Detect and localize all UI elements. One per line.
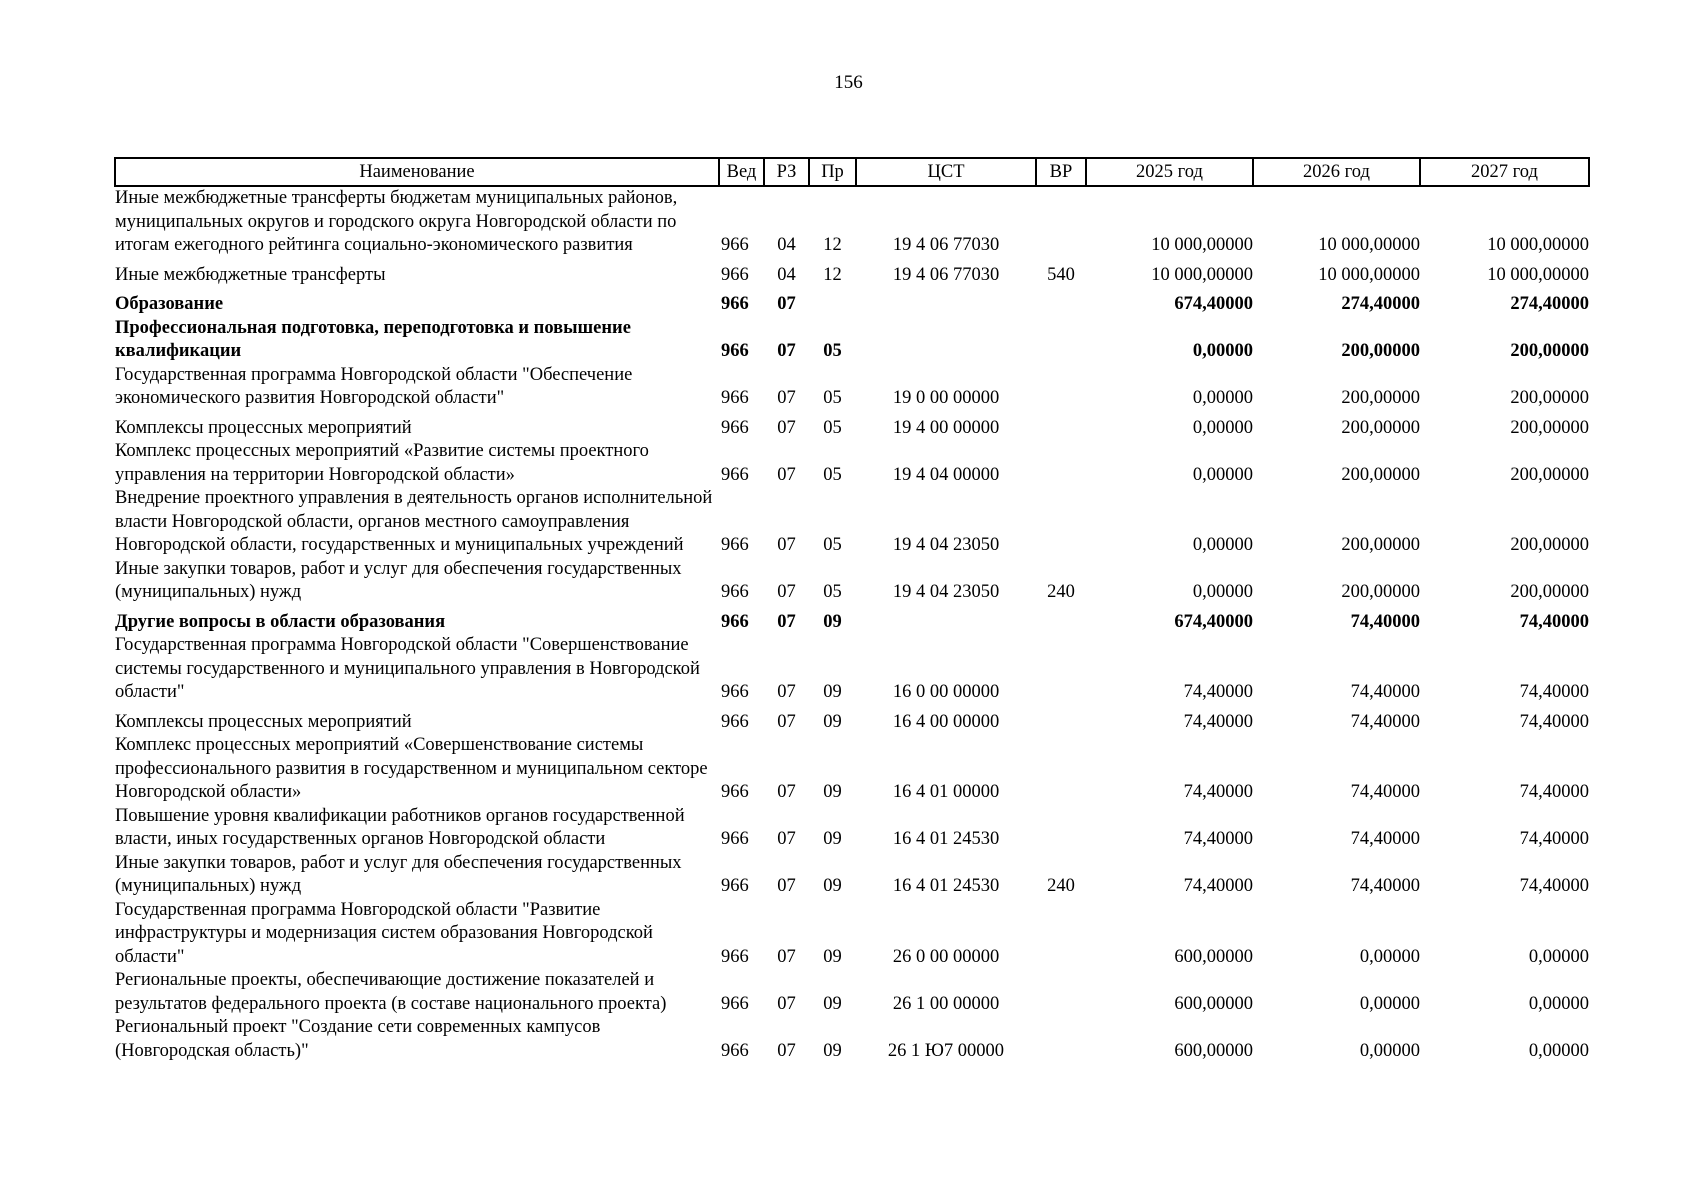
cell-2027: 10 000,00000 xyxy=(1487,264,1589,285)
cell-pr: 12 xyxy=(823,264,842,285)
cell-rz: 04 xyxy=(777,235,796,255)
cell-cst: 26 1 00 00000 xyxy=(892,993,1000,1014)
table-row xyxy=(115,705,1589,735)
cell-2027: 0,00000 xyxy=(1528,946,1589,967)
cell-name: Иные межбюджетные трансферты бюджетам муниципальных районов, муниципальных округов и городского округа Новгородской области по итогам ежегодного рейтинга социально-экономического развития xyxy=(115,188,678,255)
cell-vr xyxy=(1036,734,1086,805)
cell-cst: 16 4 01 00000 xyxy=(892,782,1000,802)
cell-rz: 07 xyxy=(777,782,796,802)
cell-2027: 200,00000 xyxy=(1510,388,1589,408)
cell-2025: 0,00000 xyxy=(1192,535,1253,555)
cell-2027: 0,00000 xyxy=(1528,1040,1589,1061)
table-row xyxy=(115,186,1589,258)
cell-vr: 540 xyxy=(1047,264,1075,285)
cell-ved: 966 xyxy=(721,782,749,802)
cell-rz: 04 xyxy=(777,264,796,285)
cell-name: Иные закупки товаров, работ и услуг для обеспечения государственных (муниципальных) нужд xyxy=(115,558,682,602)
cell-cst: 16 0 00 00000 xyxy=(892,682,1000,702)
cell-name: Образование xyxy=(115,294,224,314)
table-row xyxy=(115,487,1589,558)
cell-2025: 674,40000 xyxy=(1174,294,1253,314)
cell-pr: 05 xyxy=(823,341,842,361)
cell-2026: 74,40000 xyxy=(1350,782,1420,802)
cell-2026: 74,40000 xyxy=(1350,711,1420,732)
cell-rz: 07 xyxy=(777,582,796,602)
cell-vr xyxy=(1036,287,1086,317)
cell-2026: 200,00000 xyxy=(1341,341,1420,361)
cell-pr: 09 xyxy=(823,682,842,702)
cell-rz: 07 xyxy=(777,464,796,485)
cell-cst xyxy=(856,317,1036,364)
cell-ved: 966 xyxy=(721,711,749,732)
cell-name: Профессиональная подготовка, переподготовка и повышение квалификации xyxy=(115,317,631,361)
cell-name: Внедрение проектного управления в деятельность органов исполнительной власти Новгородской области, органов местного самоуправления Новгородской области, государственных и муниципальных учреждений xyxy=(115,488,713,555)
cell-2027: 10 000,00000 xyxy=(1487,235,1589,255)
header-cst: ЦСТ xyxy=(856,158,1036,186)
cell-vr: 240 xyxy=(1047,582,1075,602)
cell-cst: 19 4 00 00000 xyxy=(892,417,1000,438)
cell-pr: 05 xyxy=(823,582,842,602)
cell-rz: 07 xyxy=(777,341,796,361)
table-row xyxy=(115,734,1589,805)
cell-vr xyxy=(1036,411,1086,441)
header-pr: Пр xyxy=(809,158,856,186)
cell-2026: 10 000,00000 xyxy=(1318,264,1420,285)
cell-2025: 74,40000 xyxy=(1183,829,1253,849)
cell-ved: 966 xyxy=(721,417,749,438)
cell-2025: 10 000,00000 xyxy=(1151,235,1253,255)
table-row xyxy=(115,605,1589,635)
cell-2027: 74,40000 xyxy=(1519,682,1589,702)
cell-2027: 0,00000 xyxy=(1528,993,1589,1014)
cell-name: Иные закупки товаров, работ и услуг для обеспечения государственных (муниципальных) нужд xyxy=(115,852,682,896)
cell-rz: 07 xyxy=(777,876,796,896)
cell-2027: 200,00000 xyxy=(1510,582,1589,602)
header-2025: 2025 год xyxy=(1086,158,1253,186)
page-number: 156 xyxy=(834,72,863,93)
cell-name: Региональный проект "Создание сети современных кампусов (Новгородская область)" xyxy=(115,1017,601,1061)
cell-cst: 19 4 04 23050 xyxy=(892,582,1000,602)
table-row xyxy=(115,899,1589,970)
cell-vr xyxy=(1036,805,1086,852)
cell-name: Повышение уровня квалификации работников органов государственной власти, иных государственных органов Новгородской области xyxy=(115,805,685,849)
cell-rz: 07 xyxy=(777,993,796,1014)
cell-2026: 74,40000 xyxy=(1350,876,1420,896)
cell-2027: 74,40000 xyxy=(1519,611,1589,632)
cell-2027: 74,40000 xyxy=(1519,829,1589,849)
cell-pr: 09 xyxy=(823,876,842,896)
cell-2027: 200,00000 xyxy=(1510,464,1589,485)
table-row xyxy=(115,634,1589,705)
cell-2026: 200,00000 xyxy=(1341,388,1420,408)
cell-rz: 07 xyxy=(777,535,796,555)
cell-vr xyxy=(1036,899,1086,970)
table-row xyxy=(115,852,1589,899)
cell-cst xyxy=(856,605,1036,635)
table-row xyxy=(115,969,1589,1016)
cell-cst: 16 4 01 24530 xyxy=(892,876,1000,896)
cell-cst: 19 4 04 23050 xyxy=(892,535,1000,555)
cell-2027: 74,40000 xyxy=(1519,711,1589,732)
cell-cst: 19 4 06 77030 xyxy=(892,264,1000,285)
cell-2025: 600,00000 xyxy=(1174,946,1253,967)
cell-2026: 200,00000 xyxy=(1341,417,1420,438)
cell-pr: 09 xyxy=(823,829,842,849)
table-row xyxy=(115,411,1589,441)
table-row xyxy=(115,805,1589,852)
cell-name: Другие вопросы в области образования xyxy=(115,611,446,632)
cell-2025: 674,40000 xyxy=(1174,611,1253,632)
cell-ved: 966 xyxy=(721,341,749,361)
cell-2025: 10 000,00000 xyxy=(1151,264,1253,285)
cell-pr: 09 xyxy=(823,782,842,802)
cell-name: Иные межбюджетные трансферты xyxy=(115,264,386,285)
cell-cst: 26 0 00 00000 xyxy=(892,946,1000,967)
cell-vr: 240 xyxy=(1047,876,1075,896)
cell-name: Государственная программа Новгородской области "Развитие инфраструктуры и модернизация систем образования Новгородской области" xyxy=(115,899,653,967)
cell-ved: 966 xyxy=(721,946,749,967)
cell-ved: 966 xyxy=(721,682,749,702)
cell-2025: 0,00000 xyxy=(1192,464,1253,485)
table-row xyxy=(115,258,1589,288)
table-row xyxy=(115,364,1589,411)
cell-2025: 0,00000 xyxy=(1192,417,1253,438)
cell-cst: 19 4 04 00000 xyxy=(892,464,1000,485)
cell-ved: 966 xyxy=(721,235,749,255)
budget-table xyxy=(114,157,1590,1063)
header-ved: Вед xyxy=(719,158,764,186)
cell-cst: 19 0 00 00000 xyxy=(892,388,1000,408)
cell-pr: 09 xyxy=(823,711,842,732)
cell-vr xyxy=(1036,186,1086,258)
header-name: Наименование xyxy=(115,158,719,186)
cell-2026: 200,00000 xyxy=(1341,535,1420,555)
table-row xyxy=(115,287,1589,317)
cell-rz: 07 xyxy=(777,1040,796,1061)
cell-2026: 200,00000 xyxy=(1341,582,1420,602)
table-row xyxy=(115,1016,1589,1063)
cell-2027: 200,00000 xyxy=(1510,535,1589,555)
cell-2025: 74,40000 xyxy=(1183,782,1253,802)
cell-ved: 966 xyxy=(721,464,749,485)
cell-vr xyxy=(1036,1016,1086,1063)
cell-ved: 966 xyxy=(721,993,749,1014)
cell-ved: 966 xyxy=(721,876,749,896)
cell-pr: 05 xyxy=(823,388,842,408)
cell-rz: 07 xyxy=(777,611,796,632)
cell-2026: 0,00000 xyxy=(1359,946,1420,967)
cell-name: Комплекс процессных мероприятий «Развитие системы проектного управления на территории Новгородской области» xyxy=(115,441,649,485)
cell-pr: 12 xyxy=(823,235,842,255)
cell-cst: 16 4 01 24530 xyxy=(892,829,1000,849)
cell-2026: 74,40000 xyxy=(1350,829,1420,849)
cell-name: Региональные проекты, обеспечивающие достижение показателей и результатов федерального проекта (в составе национального проекта) xyxy=(115,970,667,1014)
cell-name: Комплексы процессных мероприятий xyxy=(115,711,412,732)
cell-vr xyxy=(1036,364,1086,411)
cell-rz: 07 xyxy=(777,417,796,438)
cell-2025: 0,00000 xyxy=(1192,388,1253,408)
cell-vr xyxy=(1036,440,1086,487)
cell-2026: 74,40000 xyxy=(1350,611,1420,632)
cell-rz: 07 xyxy=(777,388,796,408)
cell-2027: 74,40000 xyxy=(1519,876,1589,896)
cell-2027: 274,40000 xyxy=(1510,294,1589,314)
cell-pr: 09 xyxy=(823,611,842,632)
cell-name: Государственная программа Новгородской области "Обеспечение экономического развития Новгородской области" xyxy=(115,364,633,408)
cell-2026: 0,00000 xyxy=(1359,1040,1420,1061)
cell-cst xyxy=(856,287,1036,317)
header-2027: 2027 год xyxy=(1420,158,1589,186)
header-2026: 2026 год xyxy=(1253,158,1420,186)
cell-ved: 966 xyxy=(721,1040,749,1061)
table-header-row xyxy=(115,158,1589,186)
cell-2025: 74,40000 xyxy=(1183,876,1253,896)
cell-rz: 07 xyxy=(777,682,796,702)
cell-2025: 0,00000 xyxy=(1192,341,1253,361)
cell-vr xyxy=(1036,605,1086,635)
cell-cst: 26 1 Ю7 00000 xyxy=(887,1040,1005,1061)
cell-ved: 966 xyxy=(721,264,749,285)
cell-2026: 200,00000 xyxy=(1341,464,1420,485)
cell-vr xyxy=(1036,634,1086,705)
cell-cst: 19 4 06 77030 xyxy=(892,235,1000,255)
table-row xyxy=(115,317,1589,364)
cell-ved: 966 xyxy=(721,294,749,314)
cell-pr: 05 xyxy=(823,417,842,438)
cell-name: Комплексы процессных мероприятий xyxy=(115,417,412,438)
cell-2025: 74,40000 xyxy=(1183,711,1253,732)
cell-2026: 74,40000 xyxy=(1350,682,1420,702)
cell-cst: 16 4 00 00000 xyxy=(892,711,1000,732)
cell-2026: 10 000,00000 xyxy=(1318,235,1420,255)
cell-2027: 74,40000 xyxy=(1519,782,1589,802)
cell-pr: 05 xyxy=(823,464,842,485)
cell-2025: 600,00000 xyxy=(1174,1040,1253,1061)
cell-ved: 966 xyxy=(721,829,749,849)
cell-pr: 09 xyxy=(823,993,842,1014)
cell-vr xyxy=(1036,969,1086,1016)
cell-pr: 05 xyxy=(823,535,842,555)
cell-2025: 74,40000 xyxy=(1183,682,1253,702)
cell-2026: 274,40000 xyxy=(1341,294,1420,314)
cell-2027: 200,00000 xyxy=(1510,341,1589,361)
header-rz: РЗ xyxy=(764,158,809,186)
cell-ved: 966 xyxy=(721,388,749,408)
cell-ved: 966 xyxy=(721,582,749,602)
cell-pr: 09 xyxy=(823,1040,842,1061)
cell-ved: 966 xyxy=(721,535,749,555)
cell-pr xyxy=(809,287,856,317)
table-row xyxy=(115,440,1589,487)
cell-pr: 09 xyxy=(823,946,842,967)
cell-2026: 0,00000 xyxy=(1359,993,1420,1014)
cell-2025: 600,00000 xyxy=(1174,993,1253,1014)
cell-vr xyxy=(1036,317,1086,364)
cell-name: Государственная программа Новгородской области "Совершенствование системы государственного и муниципального управления в Новгородской области" xyxy=(115,635,700,702)
table-row xyxy=(115,558,1589,605)
cell-vr xyxy=(1036,487,1086,558)
cell-rz: 07 xyxy=(777,829,796,849)
header-vr: ВР xyxy=(1036,158,1086,186)
cell-2027: 200,00000 xyxy=(1510,417,1589,438)
cell-vr xyxy=(1036,705,1086,735)
cell-2025: 0,00000 xyxy=(1192,582,1253,602)
table-body xyxy=(115,186,1589,1063)
cell-rz: 07 xyxy=(777,711,796,732)
cell-rz: 07 xyxy=(777,294,796,314)
cell-name: Комплекс процессных мероприятий «Совершенствование системы профессионального развития в государственном и муниципальном секторе Новгородской области» xyxy=(115,735,708,802)
cell-ved: 966 xyxy=(721,611,749,632)
cell-rz: 07 xyxy=(777,946,796,967)
